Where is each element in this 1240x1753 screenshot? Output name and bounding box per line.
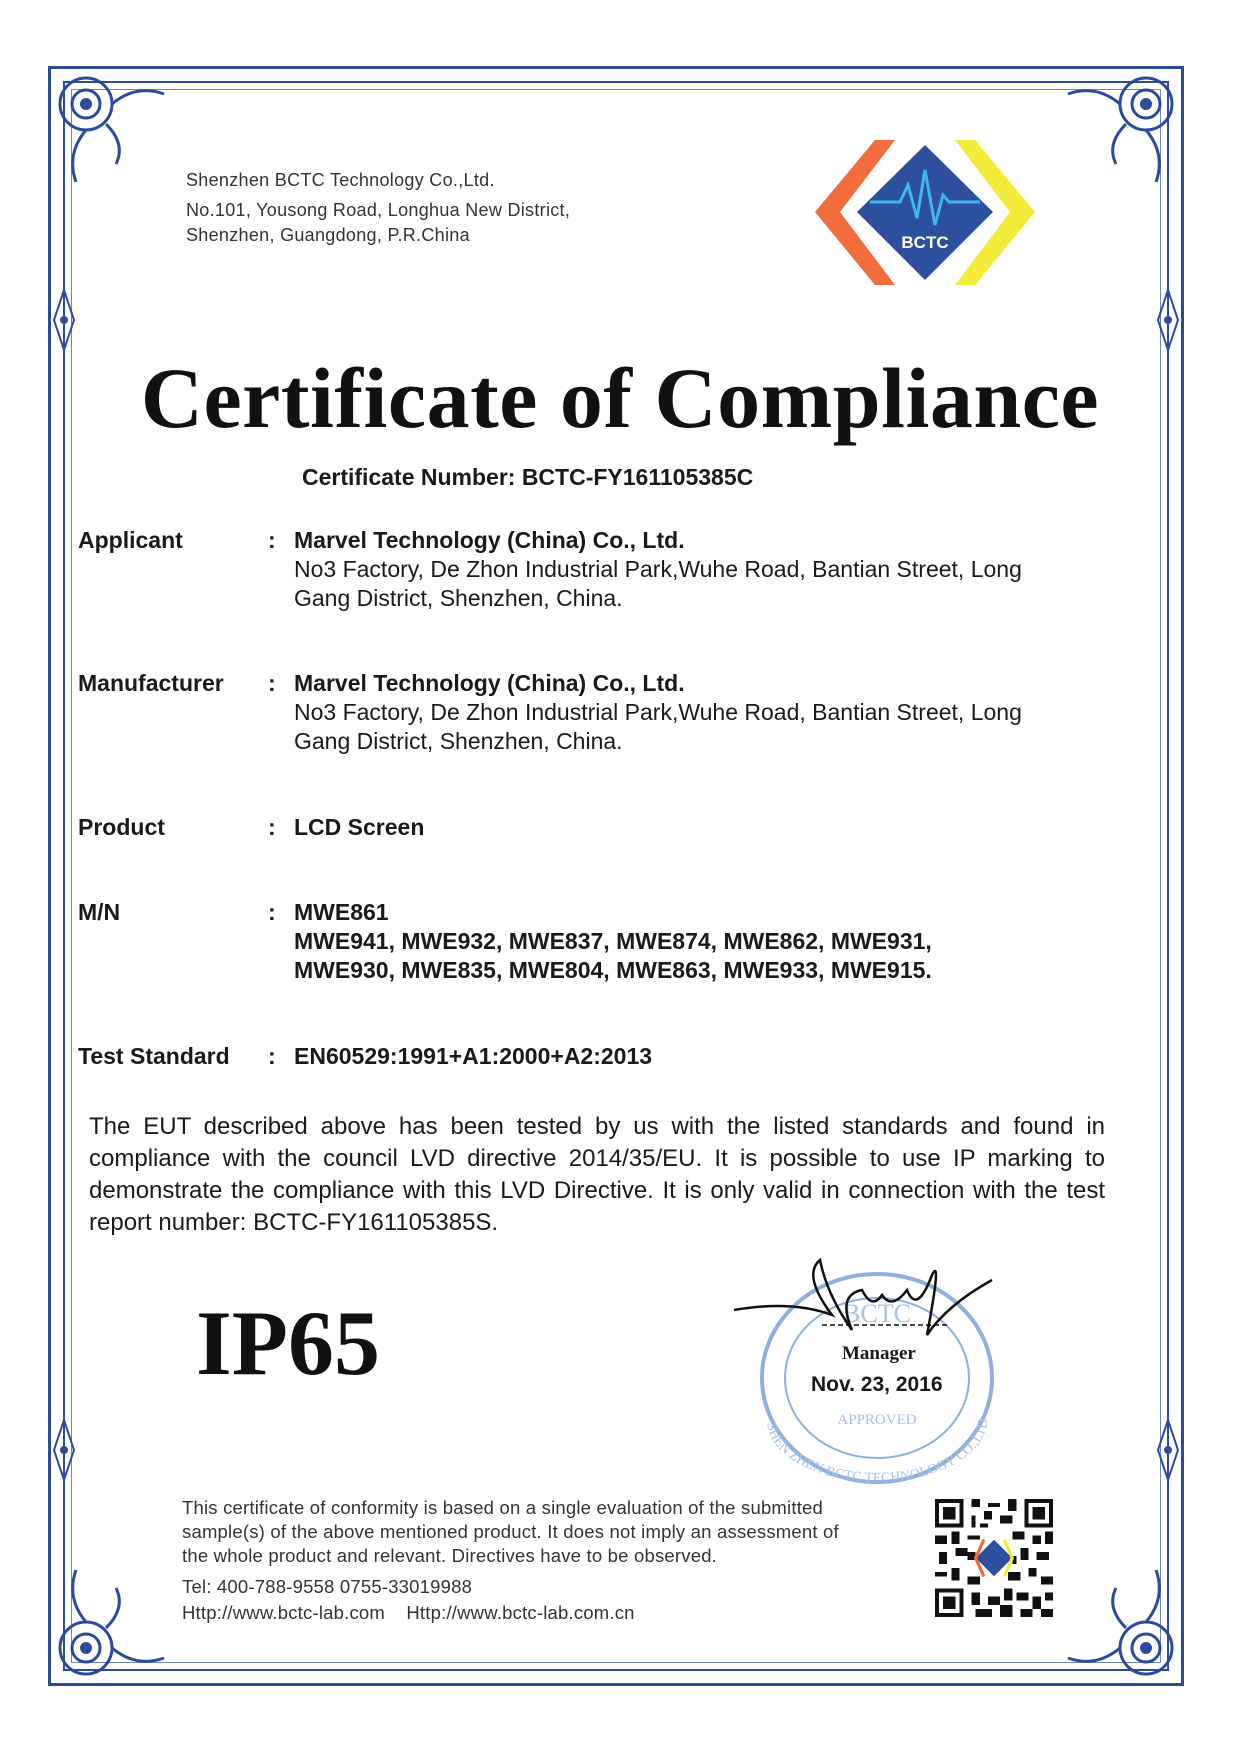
side-ornament-icon <box>52 290 76 350</box>
signatory-role: Manager <box>842 1343 916 1364</box>
handwritten-signature <box>732 1255 1002 1345</box>
separator: : <box>268 899 276 925</box>
model-line: MWE861 <box>294 899 389 925</box>
stamp-text: APPROVED <box>837 1412 917 1428</box>
stamp-ring-text: SHEN ZHEN BCTC TECHNOLOGY CO.,LTD <box>763 1417 992 1486</box>
contact-phone: Tel: 400-788-9558 0755-33019988 <box>182 1576 473 1597</box>
corner-ornament-icon <box>1066 1568 1186 1688</box>
manufacturer-value <box>294 669 1022 756</box>
applicant-address-line: Gang District, Shenzhen, China. <box>294 585 623 611</box>
product-value: LCD Screen <box>294 814 425 840</box>
applicant-label: Applicant <box>78 527 183 553</box>
model-line: MWE930, MWE835, MWE804, MWE863, MWE933, MWE915. <box>294 957 932 983</box>
mn-label: M/N <box>78 899 121 925</box>
bctc-logo <box>815 140 1035 285</box>
separator: : <box>268 670 276 696</box>
applicant-name: Marvel Technology (China) Co., Ltd. <box>294 527 685 553</box>
model-line: MWE941, MWE932, MWE837, MWE874, MWE862, MWE931, <box>294 928 932 954</box>
product-label: Product <box>78 814 165 840</box>
side-ornament-icon <box>1156 1420 1180 1480</box>
issuer-company: Shenzhen BCTC Technology Co.,Ltd. <box>186 170 495 190</box>
issuer-address-line2: Shenzhen, Guangdong, P.R.China <box>186 225 470 245</box>
logo-text: BCTC <box>901 233 949 252</box>
manufacturer-label: Manufacturer <box>78 670 224 696</box>
manufacturer-address-line: No3 Factory, De Zhon Industrial Park,Wuhe Road, Bantian Street, Long <box>294 699 1022 725</box>
applicant-value <box>294 526 1022 613</box>
corner-ornament-icon <box>1066 64 1186 184</box>
mn-value <box>294 898 932 985</box>
disclaimer-line: This certificate of conformity is based on a single evaluation of the submitted <box>182 1497 824 1518</box>
separator: : <box>268 814 276 840</box>
issuer-address-line1: No.101, Yousong Road, Longhua New District, <box>186 200 571 220</box>
corner-ornament-icon <box>46 1568 166 1688</box>
contact-websites[interactable]: Http://www.bctc-lab.com Http://www.bctc-lab.com.cn <box>182 1602 635 1623</box>
test-standard-value: EN60529:1991+A1:2000+A2:2013 <box>294 1043 653 1069</box>
certificate-number: Certificate Number: BCTC-FY161105385C <box>302 464 754 490</box>
side-ornament-icon <box>52 1420 76 1480</box>
decorative-border <box>48 66 1184 1686</box>
separator: : <box>268 527 276 553</box>
test-standard-label: Test Standard <box>78 1043 230 1069</box>
side-ornament-icon <box>1156 290 1180 350</box>
stamp-text: BCTC <box>843 1299 911 1328</box>
corner-ornament-icon <box>46 64 166 184</box>
disclaimer-line: sample(s) of the above mentioned product. It does not imply an assessment of <box>182 1521 839 1542</box>
ip-rating: IP65 <box>196 1292 380 1394</box>
manufacturer-address-line: Gang District, Shenzhen, China. <box>294 728 623 754</box>
separator: : <box>268 1043 276 1069</box>
disclaimer <box>182 1496 839 1568</box>
applicant-address-line: No3 Factory, De Zhon Industrial Park,Wuhe Road, Bantian Street, Long <box>294 556 1022 582</box>
disclaimer-line: the whole product and relevant. Directives have to be observed. <box>182 1545 718 1566</box>
qr-code-icon <box>935 1499 1053 1617</box>
manufacturer-name: Marvel Technology (China) Co., Ltd. <box>294 670 685 696</box>
compliance-statement: The EUT described above has been tested by us with the listed standards and found in compliance with the council LVD directive 2014/35/EU. It is possible to use IP marking to demonstrate the compliance with this LVD Directive. It is only valid in connection with the test report number: BCTC-FY161105385S. <box>89 1113 1105 1236</box>
signature-date: Nov. 23, 2016 <box>811 1373 943 1396</box>
page-title: Certificate of Compliance <box>140 350 1100 446</box>
